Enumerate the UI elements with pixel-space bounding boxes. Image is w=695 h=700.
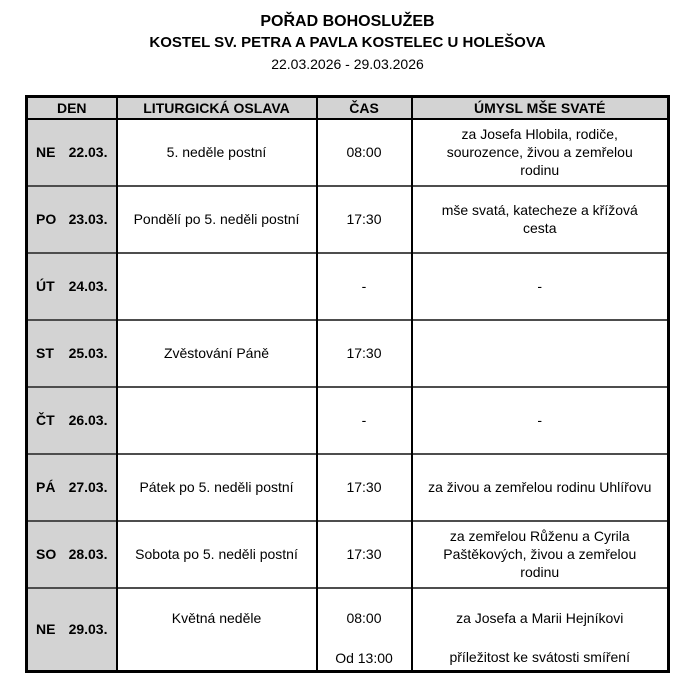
document-header (0, 0, 695, 75)
time-cell (317, 588, 412, 672)
celebration-cell (117, 253, 317, 320)
column-header-intention: ÚMYSL MŠE SVATÉ (412, 97, 669, 119)
table-row (27, 320, 669, 387)
day-abbr: PÁ (36, 479, 56, 495)
table-row (27, 588, 669, 672)
page-title: POŘAD BOHOSLUŽEB (260, 13, 435, 30)
intention-cell: - (412, 387, 669, 454)
time-entry-morning: 08:00 (346, 609, 382, 626)
day-cell (27, 387, 117, 454)
intention-cell: - (412, 253, 669, 320)
day-date: 22.03. (68, 144, 108, 160)
time-cell: 17:30 (317, 320, 412, 387)
time-cell: 17:30 (317, 521, 412, 588)
table-row (27, 387, 669, 454)
date-range: 22.03.2026 - 29.03.2026 (271, 56, 424, 72)
day-date: 28.03. (68, 546, 108, 562)
celebration-text: Květná neděle (171, 609, 262, 626)
day-abbr: NE (36, 621, 56, 638)
intention-cell: za zemřelou Růženu a Cyrila Paštěkových, živou a zemřelou rodinu (412, 521, 669, 588)
day-date: 27.03. (68, 479, 108, 495)
day-abbr: ÚT (36, 278, 55, 294)
celebration-cell: Pátek po 5. neděli postní (117, 454, 317, 521)
celebration-cell: Zvěstování Páně (117, 320, 317, 387)
day-cell (27, 521, 117, 588)
day-abbr: ST (36, 345, 54, 361)
day-date: 29.03. (68, 621, 108, 638)
celebration-cell (117, 387, 317, 454)
day-abbr: NE (36, 144, 56, 160)
intention-entry-afternoon: příležitost ke svátosti smíření (449, 648, 630, 665)
table-row (27, 454, 669, 521)
header-row (27, 97, 669, 119)
table-row (27, 521, 669, 588)
table-row (27, 253, 669, 320)
intention-cell: za živou a zemřelou rodinu Uhlířovu (412, 454, 669, 521)
day-cell (27, 320, 117, 387)
day-date: 23.03. (68, 211, 108, 227)
time-cell: 17:30 (317, 454, 412, 521)
day-date: 26.03. (68, 412, 108, 428)
time-cell: - (317, 387, 412, 454)
time-cell: 17:30 (317, 186, 412, 253)
day-cell (27, 588, 117, 672)
schedule-table (25, 95, 670, 673)
day-cell (27, 186, 117, 253)
time-entry-afternoon: Od 13:00 (335, 649, 393, 666)
column-header-day: DEN (27, 97, 117, 119)
day-cell (27, 119, 117, 186)
column-header-time: ČAS (317, 97, 412, 119)
intention-cell (412, 588, 669, 672)
table-row (27, 186, 669, 253)
intention-entry-morning: za Josefa a Marii Hejníkovi (456, 609, 624, 626)
day-cell (27, 253, 117, 320)
day-abbr: ČT (36, 412, 55, 428)
page-subtitle: KOSTEL SV. PETRA A PAVLA KOSTELEC U HOLEŠOVA (149, 34, 546, 51)
column-header-celebration: LITURGICKÁ OSLAVA (117, 97, 317, 119)
intention-cell: za Josefa Hlobila, rodiče, sourozence, živou a zemřelou rodinu (412, 119, 669, 186)
celebration-cell: Sobota po 5. neděli postní (117, 521, 317, 588)
day-date: 24.03. (68, 278, 108, 294)
celebration-bottom-spacer (124, 647, 310, 669)
celebration-cell: 5. neděle postní (117, 119, 317, 186)
table-row (27, 119, 669, 186)
intention-cell: mše svatá, katecheze a křížová cesta (412, 186, 669, 253)
time-cell: 08:00 (317, 119, 412, 186)
day-date: 25.03. (68, 345, 108, 361)
day-abbr: SO (36, 546, 57, 562)
day-cell (27, 454, 117, 521)
celebration-cell (117, 588, 317, 672)
intention-cell (412, 320, 669, 387)
time-cell: - (317, 253, 412, 320)
celebration-cell: Pondělí po 5. neděli postní (117, 186, 317, 253)
day-abbr: PO (36, 211, 57, 227)
